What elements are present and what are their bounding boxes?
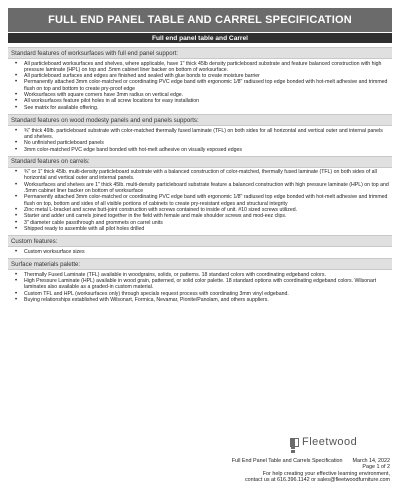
list-item: • ¾" thick 49lb. particleboard substrate with color-matched thermally fused laminate (TFL) on both sides for all horizontal and vertical outer and internal panels and shelves. <box>8 128 392 140</box>
feature-list <box>8 128 392 153</box>
list-item: • Permanently attached 3mm color-matched or coordinating PVC edge band with ergonomic 1/8" radiused top edge bonded with hot-melt adhesive and trimmed flush on top and bottom to create pry-proof edge <box>8 79 392 91</box>
list-item: • Custom worksurface sizes <box>8 249 392 255</box>
list-item: • Starter and adder unit carrels joined together in the field with female and male shoulder screws and mod-eez clips. <box>8 213 392 219</box>
logo-text: Fleetwood <box>302 436 358 448</box>
list-item: • ¾" or 1" thick 45lb. multi-density particleboard substrate with a balanced construction of color-matched, thermally fused laminate (TFL) on both sides of all horizontal and vertical outer and internal panels. <box>8 169 392 181</box>
footer-doc-title: Full End Panel Table and Carrels Specification <box>231 458 343 464</box>
list-item: • All worksurfaces feature pilot holes in all screw locations for easy installation <box>8 98 392 104</box>
feature-list <box>8 272 392 304</box>
footer-page-number: Page 1 of 2 <box>362 464 390 471</box>
section-heading: Standard features on carrels: <box>8 156 392 168</box>
section-modesty-panels <box>8 114 392 153</box>
list-item: • Custom TFL and HPL (worksurfaces only) through specials request process with coordinating 3mm vinyl edgeband. <box>8 291 392 297</box>
list-item: • See matrix for available offering. <box>8 105 392 111</box>
list-item: • Zinc metal L-bracket and screw butt-joint construction with screws contained to inside of unit. #10 sized screws utilized. <box>8 207 392 213</box>
list-item: • All particleboard worksurfaces and shelves, where applicable, have 1" thick 45lb density particleboard substrate and feature balanced construction with high pressure laminate (HPL) on top and .5mm cabinet liner backer on bottom of worksurface. <box>8 61 392 73</box>
feature-list <box>8 61 392 112</box>
footer-contact: contact us at 616.396.1142 or sales@fleetwoodfurniture.com <box>244 477 390 484</box>
page-footer <box>232 458 390 484</box>
feature-list <box>8 169 392 232</box>
spec-content <box>8 47 392 306</box>
list-item: • Permanently attached 3mm color-matched or coordinating PVC edge band with ergonomic 1/8" radiused top edge bonded with hot-melt adhesive and trimmed flush on top, bottom and sides of all visible portions of cabinets to create pry-resistant edges and structural integrity <box>8 194 392 206</box>
section-surface-materials <box>8 258 392 303</box>
list-item: • Thermally Fused Laminate (TFL) available in woodgrains, solids, or patterns. 18 standard colors with coordinating edgeband colors. <box>8 272 392 278</box>
list-item: • 3" diameter cable passthrough and grommets on carrel units <box>8 220 392 226</box>
fleetwood-logo <box>290 436 357 448</box>
footer-date: March 14, 2022 <box>352 458 390 464</box>
list-item: • Buying relationships established with Wilsonart, Formica, Nevamar, Pionite/Panolam, and others suppliers. <box>8 297 392 303</box>
section-custom-features <box>8 235 392 255</box>
footer-help-text: For help creating your effective learning environment, <box>262 470 390 477</box>
feature-list <box>8 249 392 255</box>
section-heading: Standard features on wood modesty panels and end panels supports: <box>8 114 392 126</box>
section-heading: Surface materials palette: <box>8 258 392 270</box>
section-heading: Standard features of worksurfaces with full end panel support: <box>8 47 392 59</box>
list-item: • Shipped ready to assemble with all pilot holes drilled <box>8 226 392 232</box>
list-item: • No unfinished particleboard panels <box>8 140 392 146</box>
logo-mark-icon <box>290 438 299 447</box>
list-item: • High Pressure Laminate (HPL) available in wood grain, patterned, or solid color palette. 18 standard options with coordinating edgeband colors. Wilsonart laminates also available as a graded-in custom material. <box>8 278 392 290</box>
list-item: • All particleboard surfaces and edges are finished and sealed with glue bonds to create moisture barrier <box>8 73 392 79</box>
list-item: • Worksurfaces with square corners have 3mm radius on vertical edge. <box>8 92 392 98</box>
page-title: FULL END PANEL TABLE AND CARREL SPECIFICATION <box>8 8 392 32</box>
list-item: • 3mm color-matched PVC edge band bonded with hot-melt adhesive on visually exposed edges <box>8 147 392 153</box>
section-carrels <box>8 156 392 233</box>
section-worksurfaces <box>8 47 392 111</box>
page-subtitle: Full end panel table and Carrel <box>8 33 392 43</box>
list-item: • Worksurfaces and shelves are 1" thick 45lb. multi-density particleboard substrate feature a balanced construction with high pressure laminate (HPL) on top and .5mm cabinet liner backer on bottom of worksurface <box>8 182 392 194</box>
section-heading: Custom features: <box>8 235 392 247</box>
